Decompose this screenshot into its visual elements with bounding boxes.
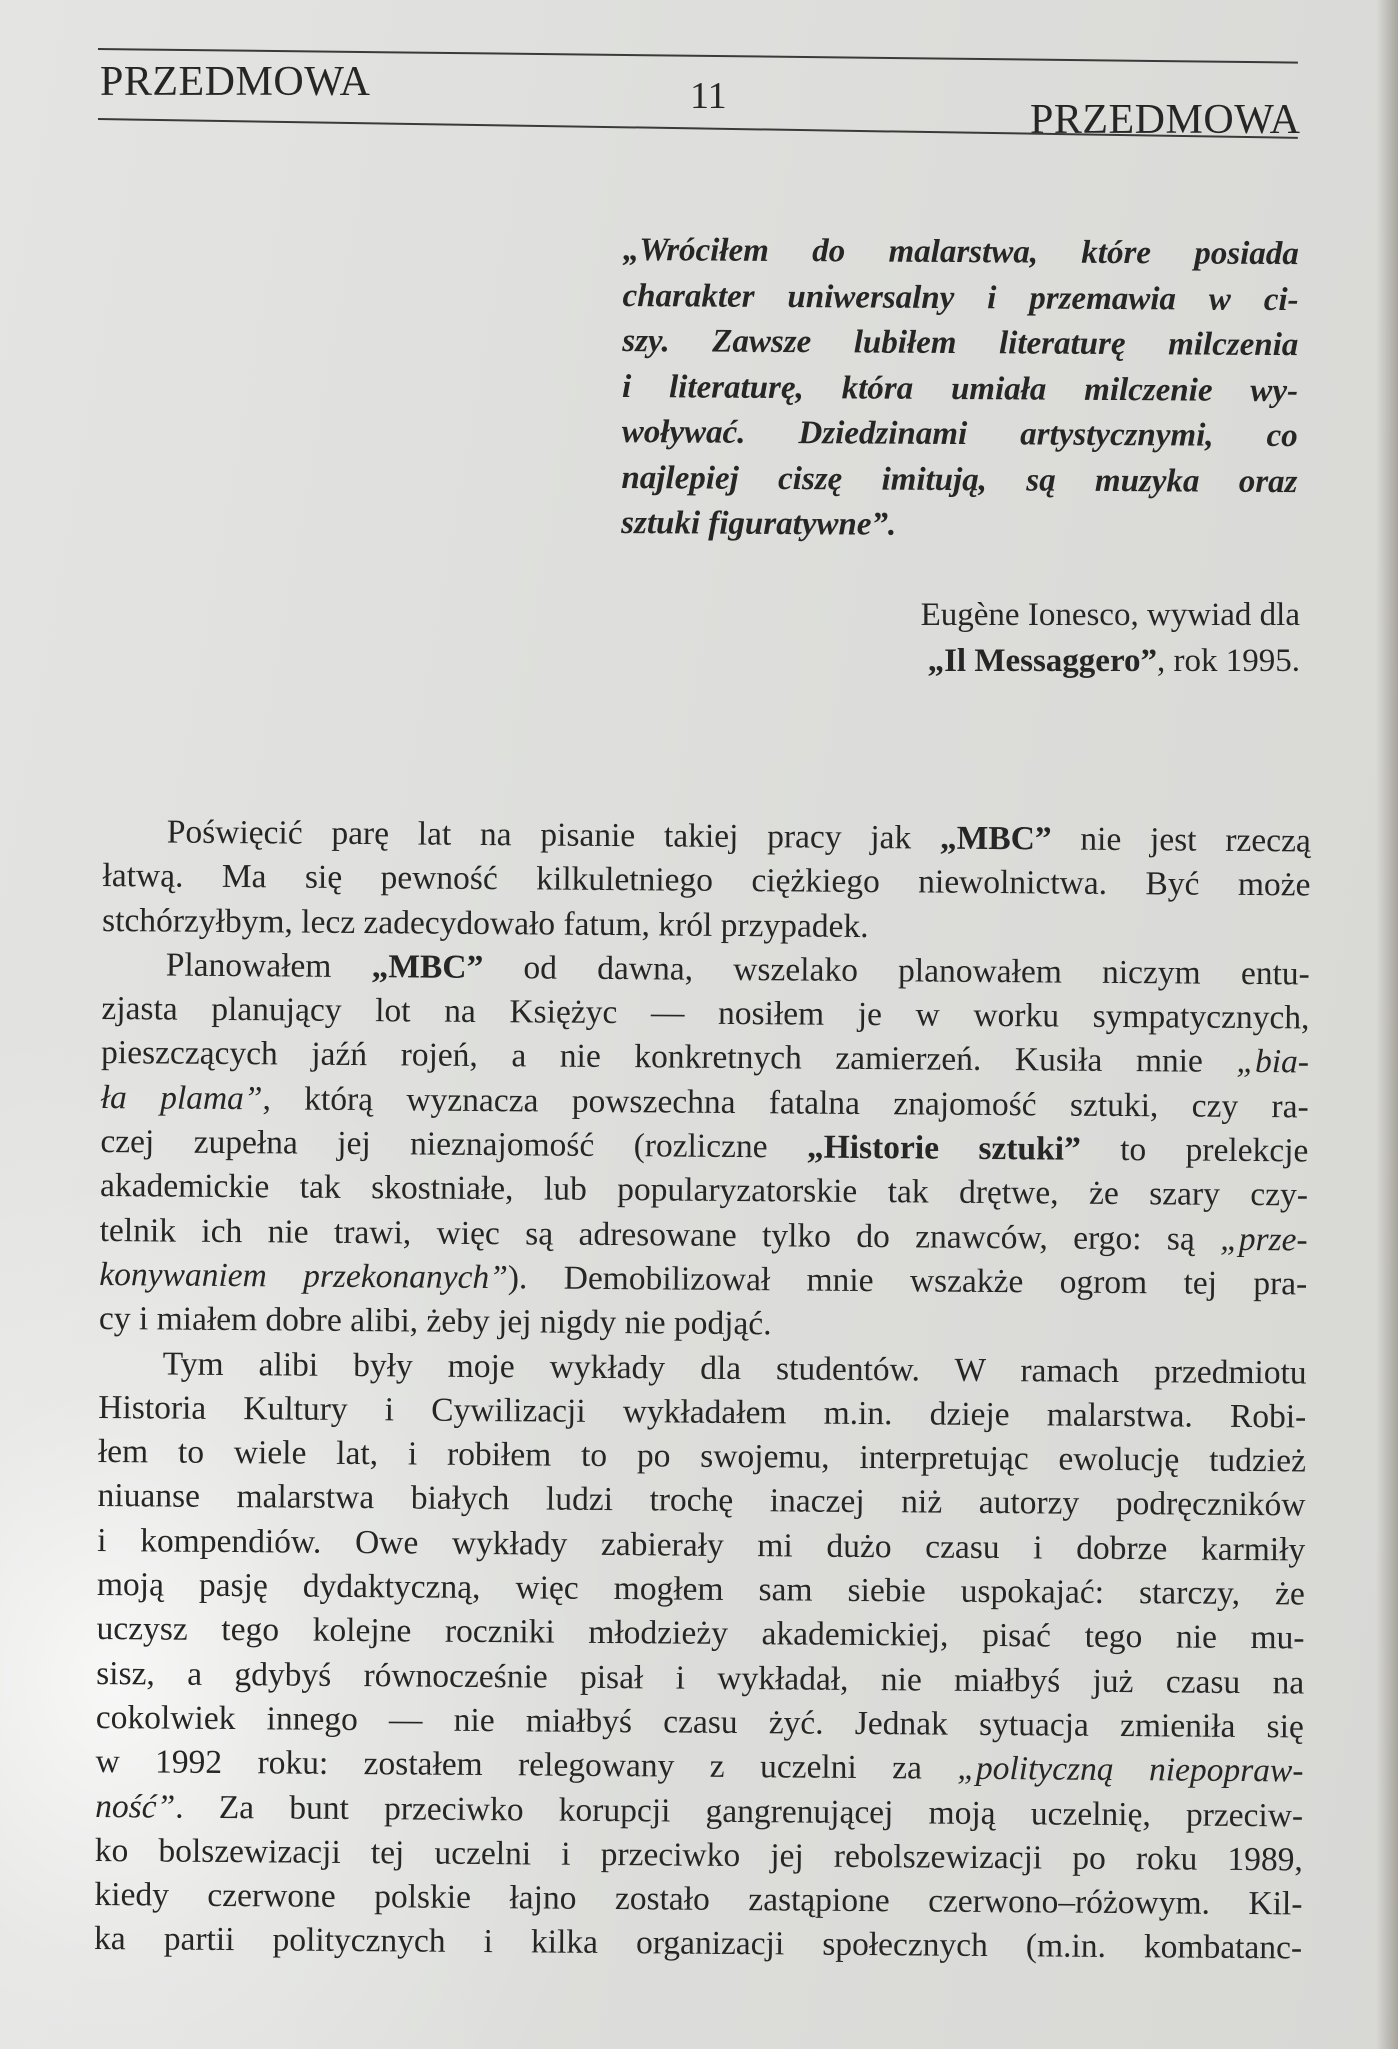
italic-phrase: ność” xyxy=(95,1787,176,1826)
paragraph-line: uczysz tego kolejne roczniki młodzieży akademickiej, pisać tego nie mu- xyxy=(96,1610,1305,1657)
text-run: Poświęcić parę lat na pisanie takiej pracy jak xyxy=(166,813,941,857)
text-run: to prelekcje xyxy=(1080,1130,1309,1170)
italic-phrase: ła plama” xyxy=(100,1078,263,1118)
epigraph-line: „Wróciłem do malarstwa, które posiada xyxy=(622,231,1299,273)
epigraph-line: charakter uniwersalny i przemawia w ci- xyxy=(622,277,1299,318)
text-run: od dawna, wszelako planowałem niczym entu- xyxy=(483,948,1310,993)
bold-title: „MBC” xyxy=(939,819,1052,858)
text-run: Planowałem xyxy=(165,946,372,986)
page-number: 11 xyxy=(690,75,727,117)
paragraph-line: akademickie tak skostniałe, lub popularyzatorskie tak drętwe, że szary czy- xyxy=(99,1167,1309,1214)
bold-title: „Historie sztuki” xyxy=(806,1128,1081,1168)
text-run: . Za bunt przeciwko korupcji gangrenującej moją uczelnię, przeciw- xyxy=(175,1788,1304,1834)
paragraph-line: łem to wiele lat, i robiłem to po swojemu, interpretując ewolucję tudzież xyxy=(97,1433,1307,1480)
paragraph-line: stchórzyłbym, lecz zadecydowało fatum, król przypadek. xyxy=(101,901,869,945)
epigraph-line: najlepiej ciszę imitują, są muzyka oraz xyxy=(621,459,1298,500)
paragraph-line: Tym alibi były moje wykłady dla studentów. W ramach przedmiotu xyxy=(162,1345,1307,1392)
epigraph-line: sztuki figuratywne”. xyxy=(621,504,897,543)
italic-phrase: konywaniem przekonanych” xyxy=(99,1255,508,1297)
body-text xyxy=(94,810,1311,1971)
italic-phrase: „bia- xyxy=(1236,1043,1310,1081)
paragraph-line: cy i miałem dobre alibi, żeby jej nigdy nie podjąć. xyxy=(98,1300,772,1343)
paragraph-line: cokolwiek innego — nie miałbyś czasu żyć. Jednak sytuacja zmieniła się xyxy=(95,1698,1304,1746)
running-head-left: PRZEDMOWA xyxy=(100,59,371,105)
paragraph-line: niuanse malarstwa białych ludzi trochę inaczej niż autorzy podręczników xyxy=(97,1477,1306,1524)
paragraph-line: łatwą. Ma się pewność kilkuletniego ciężkiego niewolnictwa. Być może xyxy=(102,857,1311,904)
epigraph-line: i literaturę, która umiała milczenie wy- xyxy=(621,368,1299,409)
paragraph-line: Historia Kultury i Cywilizacji wykładałem m.in. dzieje malarstwa. Robi- xyxy=(98,1388,1307,1436)
attribution-year: , rok 1995. xyxy=(1157,643,1300,679)
paragraph-line: moją pasję dydaktyczną, więc mogłem sam siebie uspokajać: starczy, że xyxy=(96,1566,1306,1613)
text-run: pieszczących jaźń rojeń, a nie konkretnych zamierzeń. Kusiła mnie xyxy=(100,1034,1237,1081)
italic-phrase: „prze- xyxy=(1220,1220,1308,1259)
attribution-source-line xyxy=(620,638,1300,684)
attribution-source: „Il Messaggero” xyxy=(927,643,1157,679)
epigraph-quote xyxy=(621,228,1299,551)
running-head-right: PRZEDMOWA xyxy=(1030,97,1301,143)
epigraph-attribution xyxy=(620,592,1300,684)
italic-phrase: „polityczną niepopraw- xyxy=(957,1749,1304,1790)
text-run: ). Demobilizował mnie wszakże ogrom tej pra- xyxy=(507,1259,1308,1303)
paragraph-line: kiedy czerwone polskie łajno zostało zastąpione czerwono–różowym. Kil- xyxy=(94,1876,1303,1923)
text-run: nie jest rzeczą xyxy=(1051,820,1311,860)
attribution-author: Eugène Ionesco, wywiad dla xyxy=(920,597,1300,633)
text-run: w 1992 roku: zostałem relegowany z uczelni za xyxy=(95,1743,958,1787)
spine-shadow xyxy=(1376,0,1398,2049)
text-run: , którą wyznacza powszechna fatalna znajomość sztuki, czy ra- xyxy=(262,1080,1309,1126)
paragraph-line: i kompendiów. Owe wykłady zabierały mi dużo czasu i dobrze karmiły xyxy=(97,1521,1306,1569)
paragraph-line: sisz, a gdybyś równocześnie pisał i wykładał, nie miałbyś już czasu na xyxy=(96,1654,1305,1702)
bold-title: „MBC” xyxy=(371,948,484,986)
paragraph-line: ko bolszewizacji tej uczelni i przeciwko jej rebolszewizacji po roku 1989, xyxy=(94,1831,1303,1879)
epigraph-line: woływać. Dziedzinami artystycznymi, co xyxy=(621,413,1298,455)
text-run: telnik ich nie trawi, więc są adresowane tylko do znawców, ergo: są xyxy=(99,1211,1221,1258)
text-run: czej zupełna jej nieznajomość (rozliczne xyxy=(100,1123,808,1166)
epigraph-line: szy. Zawsze lubiłem literaturę milczenia xyxy=(622,322,1299,364)
paragraph-line: ka partii politycznych i kilka organizacji społecznych (m.in. kombatanc- xyxy=(93,1920,1303,1967)
paragraph-line: zjasta planujący lot na Księżyc — nosiłem je w worku sympatycznych, xyxy=(101,990,1310,1037)
